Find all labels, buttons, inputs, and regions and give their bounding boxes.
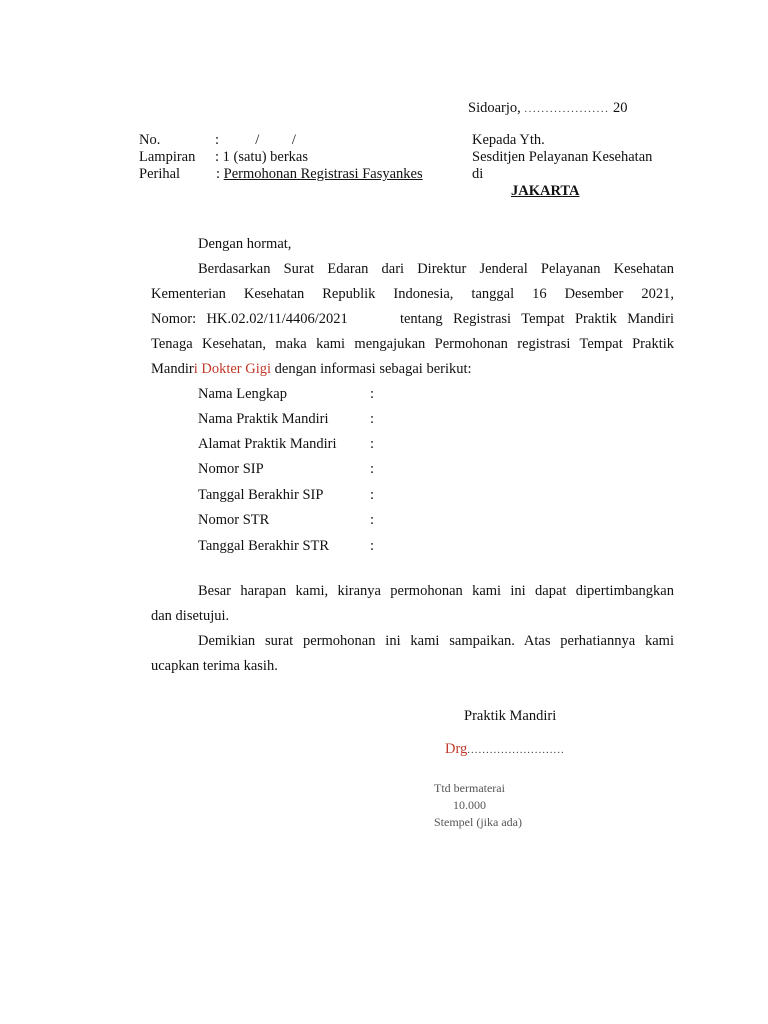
body-line5-end: dengan informasi sebagai berikut:	[271, 361, 472, 377]
hope-line1: Besar harapan kami, kiranya permohonan kami ini dapat dipertimbangkan	[198, 583, 674, 599]
signature-name-line	[445, 741, 565, 759]
stamp-note-1: Ttd bermaterai	[434, 781, 505, 795]
signature-dots: ..........................	[467, 744, 565, 756]
field-label-tanggal-sip: Tanggal Berakhir SIP	[198, 487, 324, 503]
stamp-note-3: Stempel (jika ada)	[434, 815, 522, 829]
body-line2: Kementerian Kesehatan Republik Indonesia, tanggal 16 Desember 2021,	[151, 286, 674, 302]
lampiran-label: Lampiran	[139, 149, 196, 165]
body-line5-start: Mandir	[151, 361, 194, 377]
field-label-nama-lengkap: Nama Lengkap	[198, 386, 287, 402]
field-colon: :	[370, 436, 375, 452]
recipient-line3: di	[472, 166, 484, 182]
date-year: 20	[613, 100, 628, 116]
place-date	[468, 100, 628, 118]
field-label-nama-praktik: Nama Praktik Mandiri	[198, 411, 329, 427]
body-line1: Berdasarkan Surat Edaran dari Direktur Jenderal Pelayanan Kesehatan	[198, 261, 674, 277]
field-colon: :	[370, 411, 375, 427]
thanks-line1: Demikian surat permohonan ini kami sampaikan. Atas perhatiannya kami	[198, 633, 674, 649]
body-line5-highlight: i Dokter Gigi	[193, 361, 272, 377]
date-dots: ....................	[524, 103, 610, 115]
field-label-nomor-sip: Nomor SIP	[198, 461, 264, 477]
signature-title: Praktik Mandiri	[464, 708, 557, 724]
hope-line2: dan disetujui.	[151, 608, 230, 624]
perihal-colon: :	[216, 166, 221, 182]
field-colon: :	[370, 461, 375, 477]
perihal-label: Perihal	[139, 166, 181, 182]
perihal-value: Permohonan Registrasi Fasyankes	[223, 166, 423, 182]
field-label-tanggal-str: Tanggal Berakhir STR	[198, 538, 330, 554]
field-colon: :	[370, 538, 375, 554]
no-label: No.	[139, 132, 161, 148]
recipient-line2: Sesditjen Pelayanan Kesehatan	[472, 149, 653, 165]
recipient-line1: Kepada Yth.	[472, 132, 545, 148]
field-label-nomor-str: Nomor STR	[198, 512, 270, 528]
no-value: : / /	[215, 132, 296, 148]
greeting: Dengan hormat,	[198, 236, 292, 252]
stamp-note-2: 10.000	[453, 798, 486, 812]
lampiran-value: : 1 (satu) berkas	[215, 149, 309, 165]
field-colon: :	[370, 512, 375, 528]
perihal-row	[216, 166, 423, 183]
field-colon: :	[370, 386, 375, 402]
field-label-alamat-praktik: Alamat Praktik Mandiri	[198, 436, 337, 452]
signature-prefix: Drg	[445, 741, 468, 757]
place-city: Sidoarjo,	[468, 100, 521, 116]
body-line3: Nomor: HK.02.02/11/4406/2021 tentang Registrasi Tempat Praktik Mandiri	[151, 311, 674, 327]
body-line5	[151, 361, 472, 378]
field-colon: :	[370, 487, 375, 503]
thanks-line2: ucapkan terima kasih.	[151, 658, 278, 674]
body-line4: Tenaga Kesehatan, maka kami mengajukan Permohonan registrasi Tempat Praktik	[151, 336, 674, 352]
recipient-city: JAKARTA	[511, 183, 580, 199]
